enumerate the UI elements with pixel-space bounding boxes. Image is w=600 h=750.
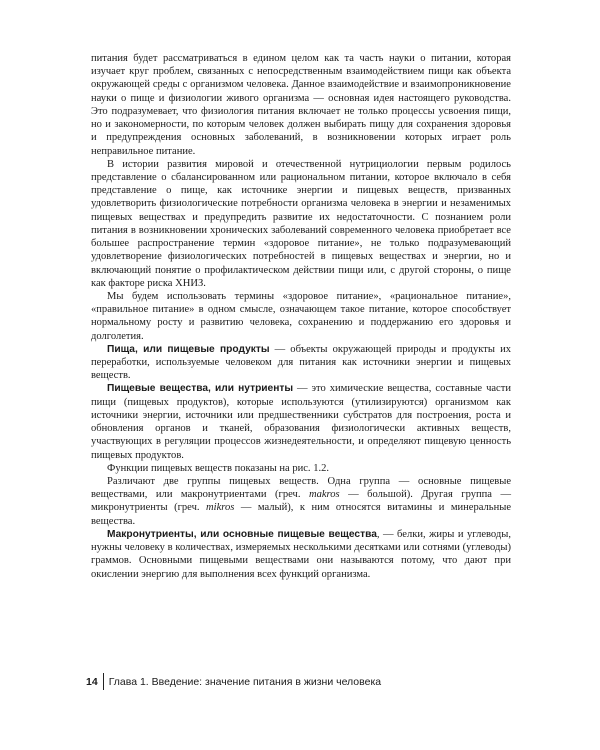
text-segment: Различают две группы пищевых веществ. Одна группа — основные пищевые веществами, или макронутриентами (греч. [91,476,511,501]
definition-macronutrients: , — белки, жиры и углеводы, нужны человеку в количествах, измеряемых несколькими десятками или сотнями (углеводы) граммов. Основными пищевыми веществами они называются потому, что дают при окислении энергию для выполнения всех функций организма. [91,528,511,580]
paragraph-terms: Мы будем использовать термины «здоровое питание», «рациональное питание», «правильное питание» в одном смысле, означающем такое питание, которое способствует нормальному росту и развитию человека, сохранению и поддержанию его здоровья и долголетия. [91,290,511,342]
page-footer [86,673,381,690]
running-chapter-title: Глава 1. Введение: значение питания в жизни человека [108,675,382,688]
text-segment: — большой). Другая группа — микронутриенты (греч. [91,489,512,514]
term-macronutrients: Макронутриенты, или основные пищевые вещества [107,528,377,540]
paragraph-macronutrients-definition [91,528,511,581]
footer-divider [103,673,104,690]
paragraph-figure-reference: Функции пищевых веществ показаны на рис. 1.2. [107,462,330,474]
page-body [91,52,511,581]
page-number: 14 [86,675,98,688]
text-segment: — малый), к ним относятся витамины и минеральные вещества. [91,502,512,527]
term-nutrients: Пищевые вещества, или нутриенты [107,383,294,395]
paragraph-history: В истории развития мировой и отечественной нутрициологии первым родилось представление о сбалансированном или рациональном питании, которое включало в себя представление о пище, как источнике энергии и пищевых веществ, призванных удовлетворить физиологические потребности организма человека в энергии и незаменимых пищевых веществах и предупредить развитие их недостаточности. С познанием роли питания в возникновении хронических заболеваний современного человека приобретает все большее распространение термин «здоровое питание», не только подразумевающий удовлетворение физиологических потребностей в пищевых веществах и энергии, но и включающий понятие о профилактическом действии пищи или, с другой стороны, о пище как факторе риска ХНИЗ. [91,158,511,289]
definition-nutrients: — это химические вещества, составные части пищи (пищевых продуктов), которые используются (утилизируются) организмом как источники энергии, источники или предшественники субстратов для построения, роста и обновления органов и тканей, образования физиологически активных веществ, участвующих в регуляции процессов жизнедеятельности, и определяют пищевую ценность пищевых продуктов. [91,383,511,461]
greek-word-makros: makros [308,489,340,501]
definition-food: — объекты окружающей природы и продукты их переработки, используемые человеком для питания как источники энергии и пищевых веществ. [91,343,512,382]
term-food: Пища, или пищевые продукты [107,343,270,355]
greek-word-mikros: mikros [206,502,235,514]
paragraph-nutrients-definition [91,382,511,461]
paragraph-two-groups [91,475,511,528]
paragraph-food-definition [91,343,511,383]
paragraph-intro-continued: питания будет рассматриваться в едином целом как та часть науки о питании, которая изучает круг проблем, связанных с непосредственным взаимодействием пищи как объекта окружающей среды с организмом человека. Данное взаимодействие и взаимопроникновение науки о пище и физиологии живого организма — основная идея настоящего руководства. Это подразумевает, что физиология питания включает не только процессы усвоения пищи, но и закономерности, по которым человек должен выбирать пищу для сохранения здоровья и предупреждения основных заболеваний, в возникновении которых играет роль неправильное питание. [91,53,511,157]
